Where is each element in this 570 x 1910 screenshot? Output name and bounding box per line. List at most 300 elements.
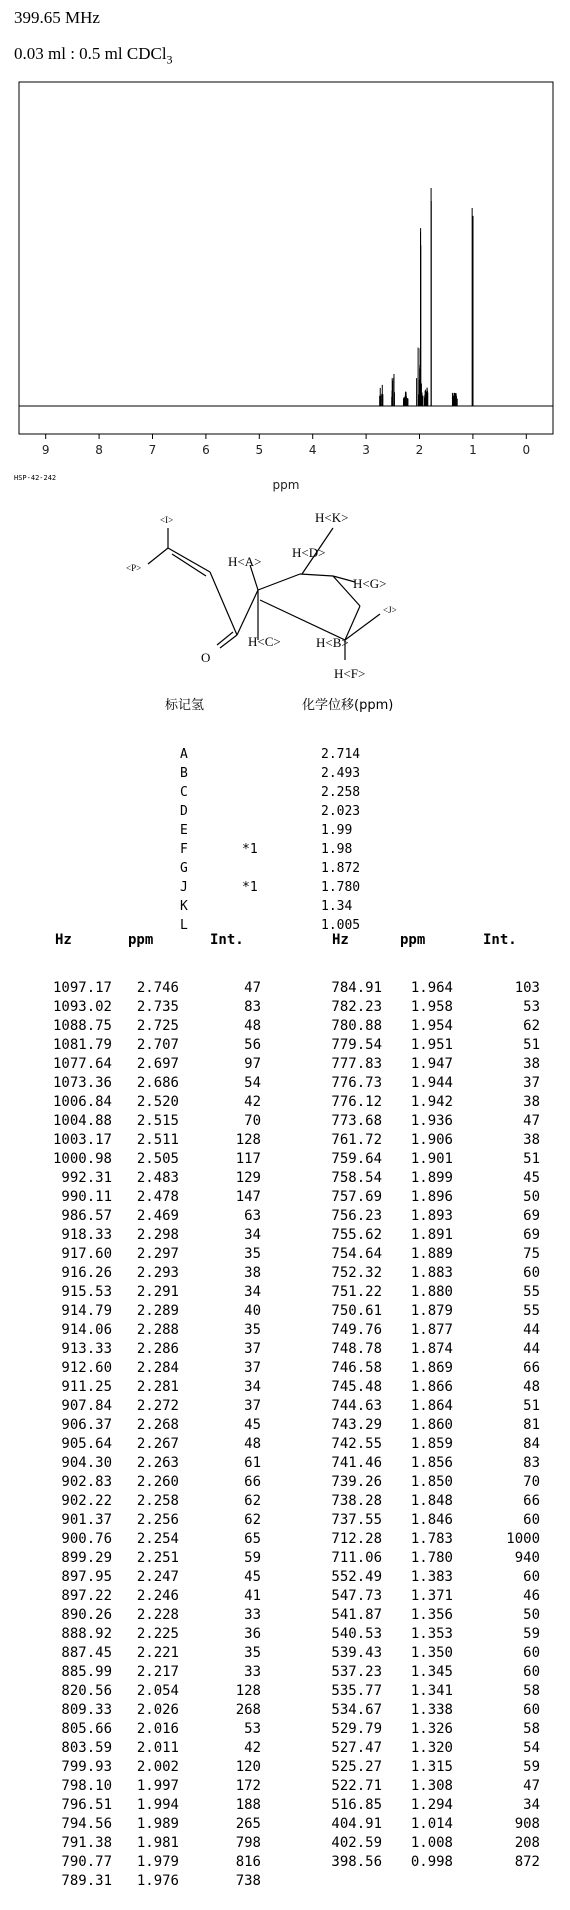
molecule-structure xyxy=(0,490,570,690)
peak-ppm: 2.483 xyxy=(136,1170,179,1186)
peak-hz: 1088.75 xyxy=(52,1018,112,1034)
peak-int: 55 xyxy=(523,1303,540,1319)
shift-row xyxy=(180,878,480,897)
x-axis-label: ppm xyxy=(272,478,300,492)
peak-row-right xyxy=(0,1663,570,1682)
peak-int: 37 xyxy=(523,1075,540,1091)
peak-int: 268 xyxy=(235,1702,261,1718)
peak-ppm: 2.469 xyxy=(136,1208,179,1224)
peak-ppm: 2.228 xyxy=(136,1607,179,1623)
peak-row-right xyxy=(0,1530,570,1549)
sample-subscript: 3 xyxy=(166,52,173,67)
peak-int: 147 xyxy=(235,1189,261,1205)
peak-ppm: 1.997 xyxy=(136,1778,179,1794)
peak-hz: 902.22 xyxy=(61,1493,112,1509)
shift-label: G xyxy=(180,861,188,876)
peak-ppm: 2.520 xyxy=(136,1094,179,1110)
peak-int: 69 xyxy=(523,1208,540,1224)
peak-hz: 888.92 xyxy=(61,1626,112,1642)
shift-shift: 2.258 xyxy=(321,785,361,800)
peak-hz: 915.53 xyxy=(61,1284,112,1300)
peak-row-right xyxy=(0,1359,570,1378)
peak-ppm: 1.008 xyxy=(410,1835,453,1851)
peak-int: 33 xyxy=(244,1664,261,1680)
peak-ppm: 1.859 xyxy=(410,1436,453,1452)
peak-int: 34 xyxy=(244,1379,261,1395)
peak-row-right xyxy=(0,1853,570,1872)
peak-ppm: 2.284 xyxy=(136,1360,179,1376)
peak-hz: 757.69 xyxy=(331,1189,382,1205)
peak-int: 35 xyxy=(244,1246,261,1262)
shift-row xyxy=(180,745,480,764)
peak-hz: 914.06 xyxy=(61,1322,112,1338)
peak-ppm: 1.896 xyxy=(410,1189,453,1205)
peak-ppm: 1.350 xyxy=(410,1645,453,1661)
peak-hz: 803.59 xyxy=(61,1740,112,1756)
peak-row-right xyxy=(0,1302,570,1321)
peak-int: 50 xyxy=(523,1189,540,1205)
shift-row xyxy=(180,802,480,821)
left-ppm-header: ppm xyxy=(128,932,154,948)
peak-int: 55 xyxy=(523,1284,540,1300)
x-tick-label-7: 7 xyxy=(148,443,157,457)
peak-ppm: 1.976 xyxy=(136,1873,179,1889)
peak-int: 1000 xyxy=(506,1531,540,1547)
right-int-header: Int. xyxy=(483,932,517,948)
peak-ppm: 2.298 xyxy=(136,1227,179,1243)
peak-row-right xyxy=(0,1473,570,1492)
left-int-header: Int. xyxy=(210,932,244,948)
peak-int: 60 xyxy=(523,1512,540,1528)
peak-hz: 541.87 xyxy=(331,1607,382,1623)
peak-hz: 913.33 xyxy=(61,1341,112,1357)
peak-hz: 534.67 xyxy=(331,1702,382,1718)
peak-int: 60 xyxy=(523,1265,540,1281)
peak-ppm: 1.947 xyxy=(410,1056,453,1072)
peak-hz: 535.77 xyxy=(331,1683,382,1699)
peak-row-right xyxy=(0,1055,570,1074)
peak-hz: 776.73 xyxy=(331,1075,382,1091)
shift-shift: 1.99 xyxy=(321,823,353,838)
peak-ppm: 1.315 xyxy=(410,1759,453,1775)
x-tick-label-1: 1 xyxy=(469,443,477,457)
peak-int: 53 xyxy=(523,999,540,1015)
peak-ppm: 1.780 xyxy=(410,1550,453,1566)
shift-row xyxy=(180,840,480,859)
shift-label: C xyxy=(180,785,188,800)
peak-ppm: 1.864 xyxy=(410,1398,453,1414)
peak-int: 172 xyxy=(235,1778,261,1794)
peak-row-right xyxy=(0,1492,570,1511)
peak-hz: 784.91 xyxy=(331,980,382,996)
peak-ppm: 1.356 xyxy=(410,1607,453,1623)
peak-ppm: 1.341 xyxy=(410,1683,453,1699)
peak-row-right xyxy=(0,1378,570,1397)
right-ppm-header: ppm xyxy=(400,932,426,948)
peak-hz: 897.95 xyxy=(61,1569,112,1585)
shift-label: L xyxy=(180,918,188,933)
peak-int: 128 xyxy=(235,1683,261,1699)
shift-row xyxy=(180,764,480,783)
peak-row-right xyxy=(0,1416,570,1435)
peak-ppm: 2.011 xyxy=(136,1740,179,1756)
peak-ppm: 2.002 xyxy=(136,1759,179,1775)
peak-row-right xyxy=(0,1834,570,1853)
peak-ppm: 1.877 xyxy=(410,1322,453,1338)
peak-ppm: 1.371 xyxy=(410,1588,453,1604)
peak-int: 51 xyxy=(523,1151,540,1167)
x-tick-label-0: 0 xyxy=(522,443,531,457)
peak-ppm: 1.353 xyxy=(410,1626,453,1642)
peak-row-right xyxy=(0,1606,570,1625)
peak-hz: 1004.88 xyxy=(52,1113,112,1129)
sample-code: HSP-42-242 xyxy=(14,474,57,482)
peak-row-right xyxy=(0,1150,570,1169)
structure-labels xyxy=(126,510,397,681)
shift-shift: 1.005 xyxy=(321,918,361,933)
peak-int: 42 xyxy=(244,1740,261,1756)
peak-row-right xyxy=(0,1093,570,1112)
shift-label: E xyxy=(180,823,188,838)
peak-int: 798 xyxy=(235,1835,261,1851)
peak-ppm: 2.272 xyxy=(136,1398,179,1414)
peak-int: 103 xyxy=(514,980,540,996)
peak-int: 59 xyxy=(244,1550,261,1566)
peak-hz: 741.46 xyxy=(331,1455,382,1471)
peak-hz: 745.48 xyxy=(331,1379,382,1395)
peak-hz: 916.26 xyxy=(61,1265,112,1281)
shift-shift: 2.714 xyxy=(321,747,361,762)
peak-hz: 748.78 xyxy=(331,1341,382,1357)
peak-ppm: 2.221 xyxy=(136,1645,179,1661)
x-tick-label-9: 9 xyxy=(41,443,50,457)
peak-row-right xyxy=(0,1644,570,1663)
peak-ppm: 2.258 xyxy=(136,1493,179,1509)
peak-hz: 798.10 xyxy=(61,1778,112,1794)
peak-ppm: 1.994 xyxy=(136,1797,179,1813)
peak-int: 45 xyxy=(523,1170,540,1186)
label-h-c: H<C> xyxy=(248,634,281,649)
peak-ppm: 2.225 xyxy=(136,1626,179,1642)
peak-hz: 776.12 xyxy=(331,1094,382,1110)
peak-int: 816 xyxy=(235,1854,261,1870)
peak-row-right xyxy=(0,1226,570,1245)
peak-ppm: 1.989 xyxy=(136,1816,179,1832)
peak-hz: 539.43 xyxy=(331,1645,382,1661)
peak-int: 48 xyxy=(244,1018,261,1034)
peak-int: 83 xyxy=(244,999,261,1015)
peak-row-right xyxy=(0,1454,570,1473)
peak-hz: 738.28 xyxy=(331,1493,382,1509)
peak-int: 69 xyxy=(523,1227,540,1243)
peak-ppm: 2.256 xyxy=(136,1512,179,1528)
peak-ppm: 1.345 xyxy=(410,1664,453,1680)
peak-int: 48 xyxy=(244,1436,261,1452)
peak-hz: 799.93 xyxy=(61,1759,112,1775)
peak-int: 60 xyxy=(523,1664,540,1680)
peak-int: 38 xyxy=(523,1132,540,1148)
peak-ppm: 1.981 xyxy=(136,1835,179,1851)
peak-int: 70 xyxy=(523,1474,540,1490)
peak-ppm: 2.297 xyxy=(136,1246,179,1262)
peak-hz: 540.53 xyxy=(331,1626,382,1642)
shift-note: *1 xyxy=(242,842,258,857)
nmr-spectrum-chart xyxy=(0,80,570,492)
sample-text: 0.03 ml : 0.5 ml CDCl xyxy=(14,44,167,63)
peak-hz: 990.11 xyxy=(61,1189,112,1205)
peak-ppm: 1.954 xyxy=(410,1018,453,1034)
peak-int: 47 xyxy=(523,1778,540,1794)
peak-hz: 525.27 xyxy=(331,1759,382,1775)
peak-ppm: 1.383 xyxy=(410,1569,453,1585)
x-tick-label-4: 4 xyxy=(308,443,317,457)
peak-int: 45 xyxy=(244,1417,261,1433)
peak-row-right xyxy=(0,1036,570,1055)
peak-int: 128 xyxy=(235,1132,261,1148)
peak-row-left xyxy=(0,1872,570,1891)
peak-ppm: 1.879 xyxy=(410,1303,453,1319)
peak-int: 35 xyxy=(244,1645,261,1661)
peak-int: 44 xyxy=(523,1322,540,1338)
peak-ppm: 1.320 xyxy=(410,1740,453,1756)
peak-hz: 529.79 xyxy=(331,1721,382,1737)
peak-int: 47 xyxy=(523,1113,540,1129)
peak-hz: 885.99 xyxy=(61,1664,112,1680)
peak-ppm: 1.846 xyxy=(410,1512,453,1528)
label-column-header: 标记氢 xyxy=(165,698,205,713)
shift-label: F xyxy=(180,842,188,857)
peak-row-right xyxy=(0,1397,570,1416)
peak-hz: 780.88 xyxy=(331,1018,382,1034)
peak-hz: 790.77 xyxy=(61,1854,112,1870)
peak-ppm: 1.893 xyxy=(410,1208,453,1224)
peak-hz: 899.29 xyxy=(61,1550,112,1566)
peak-int: 58 xyxy=(523,1721,540,1737)
peak-ppm: 2.268 xyxy=(136,1417,179,1433)
peak-row-right xyxy=(0,1074,570,1093)
peak-int: 51 xyxy=(523,1398,540,1414)
shift-label: B xyxy=(180,766,188,781)
peak-int: 81 xyxy=(523,1417,540,1433)
peak-hz: 750.61 xyxy=(331,1303,382,1319)
shift-label: D xyxy=(180,804,188,819)
peak-ppm: 2.247 xyxy=(136,1569,179,1585)
peak-hz: 912.60 xyxy=(61,1360,112,1376)
peak-int: 58 xyxy=(523,1683,540,1699)
spectrometer-frequency: 399.65 MHz xyxy=(14,8,100,27)
peak-ppm: 2.515 xyxy=(136,1113,179,1129)
peak-hz: 737.55 xyxy=(331,1512,382,1528)
peak-ppm: 2.217 xyxy=(136,1664,179,1680)
peak-hz: 744.63 xyxy=(331,1398,382,1414)
sample-description xyxy=(14,44,173,67)
peak-int: 54 xyxy=(523,1740,540,1756)
label-j: <J> xyxy=(383,605,397,615)
peak-row-right xyxy=(0,1207,570,1226)
peak-int: 38 xyxy=(523,1056,540,1072)
peak-int: 940 xyxy=(514,1550,540,1566)
peak-row-right xyxy=(0,1739,570,1758)
peak-int: 97 xyxy=(244,1056,261,1072)
peak-ppm: 1.889 xyxy=(410,1246,453,1262)
peak-hz: 897.22 xyxy=(61,1588,112,1604)
peak-hz: 1006.84 xyxy=(52,1094,112,1110)
peak-row-right xyxy=(0,1511,570,1530)
peak-int: 37 xyxy=(244,1398,261,1414)
peak-hz: 1003.17 xyxy=(52,1132,112,1148)
peak-int: 36 xyxy=(244,1626,261,1642)
peak-int: 60 xyxy=(523,1569,540,1585)
peak-int: 60 xyxy=(523,1702,540,1718)
peak-row-right xyxy=(0,1549,570,1568)
label-h-b: H<B> xyxy=(316,635,349,650)
peak-int: 37 xyxy=(244,1360,261,1376)
peak-ppm: 2.267 xyxy=(136,1436,179,1452)
left-hz-header: Hz xyxy=(55,932,72,948)
peak-int: 44 xyxy=(523,1341,540,1357)
peak-ppm: 1.880 xyxy=(410,1284,453,1300)
peak-int: 62 xyxy=(244,1493,261,1509)
shift-label: A xyxy=(180,747,188,762)
peak-ppm: 2.478 xyxy=(136,1189,179,1205)
peak-row-right xyxy=(0,1701,570,1720)
peak-ppm: 1.338 xyxy=(410,1702,453,1718)
peak-hz: 796.51 xyxy=(61,1797,112,1813)
peak-ppm: 2.291 xyxy=(136,1284,179,1300)
peak-int: 84 xyxy=(523,1436,540,1452)
peak-int: 62 xyxy=(244,1512,261,1528)
peak-row-right xyxy=(0,1758,570,1777)
peak-ppm: 1.860 xyxy=(410,1417,453,1433)
peak-hz: 900.76 xyxy=(61,1531,112,1547)
shift-row xyxy=(180,897,480,916)
peak-ppm: 1.899 xyxy=(410,1170,453,1186)
peak-row-right xyxy=(0,1682,570,1701)
peak-ppm: 1.944 xyxy=(410,1075,453,1091)
peak-hz: 779.54 xyxy=(331,1037,382,1053)
peak-ppm: 2.735 xyxy=(136,999,179,1015)
shift-label: J xyxy=(180,880,188,895)
peak-int: 908 xyxy=(514,1816,540,1832)
peak-ppm: 2.263 xyxy=(136,1455,179,1471)
peak-hz: 1073.36 xyxy=(52,1075,112,1091)
label-h-a: H<A> xyxy=(228,554,262,569)
peak-int: 63 xyxy=(244,1208,261,1224)
peak-hz: 1077.64 xyxy=(52,1056,112,1072)
peak-row-right xyxy=(0,1435,570,1454)
peak-hz: 752.32 xyxy=(331,1265,382,1281)
peak-hz: 552.49 xyxy=(331,1569,382,1585)
peak-int: 34 xyxy=(244,1227,261,1243)
peak-int: 59 xyxy=(523,1759,540,1775)
peak-ppm: 2.725 xyxy=(136,1018,179,1034)
peak-hz: 905.64 xyxy=(61,1436,112,1452)
peak-row-right xyxy=(0,979,570,998)
shift-note: *1 xyxy=(242,880,258,895)
peak-ppm: 1.326 xyxy=(410,1721,453,1737)
peak-hz: 918.33 xyxy=(61,1227,112,1243)
peak-ppm: 1.308 xyxy=(410,1778,453,1794)
label-h-k: H<K> xyxy=(315,510,349,525)
label-h-g: H<G> xyxy=(353,576,387,591)
peak-hz: 1097.17 xyxy=(52,980,112,996)
peak-int: 35 xyxy=(244,1322,261,1338)
peak-hz: 755.62 xyxy=(331,1227,382,1243)
peak-int: 117 xyxy=(235,1151,261,1167)
peak-int: 38 xyxy=(523,1094,540,1110)
peak-hz: 907.84 xyxy=(61,1398,112,1414)
peak-int: 41 xyxy=(244,1588,261,1604)
x-axis xyxy=(42,434,530,457)
peak-hz: 756.23 xyxy=(331,1208,382,1224)
peak-ppm: 2.707 xyxy=(136,1037,179,1053)
peak-int: 42 xyxy=(244,1094,261,1110)
peak-ppm: 2.016 xyxy=(136,1721,179,1737)
peak-hz: 791.38 xyxy=(61,1835,112,1851)
peak-int: 46 xyxy=(523,1588,540,1604)
peak-ppm: 2.289 xyxy=(136,1303,179,1319)
peak-row-right xyxy=(0,1796,570,1815)
shift-row xyxy=(180,783,480,802)
peak-hz: 914.79 xyxy=(61,1303,112,1319)
peak-hz: 904.30 xyxy=(61,1455,112,1471)
peak-int: 66 xyxy=(244,1474,261,1490)
peak-ppm: 0.998 xyxy=(410,1854,453,1870)
peak-ppm: 2.260 xyxy=(136,1474,179,1490)
peak-ppm: 2.686 xyxy=(136,1075,179,1091)
peak-hz: 809.33 xyxy=(61,1702,112,1718)
x-tick-label-2: 2 xyxy=(415,443,424,457)
peak-int: 34 xyxy=(523,1797,540,1813)
peak-hz: 712.28 xyxy=(331,1531,382,1547)
peak-row-right xyxy=(0,1587,570,1606)
peak-hz: 773.68 xyxy=(331,1113,382,1129)
peak-int: 59 xyxy=(523,1626,540,1642)
peak-hz: 537.23 xyxy=(331,1664,382,1680)
peak-ppm: 1.014 xyxy=(410,1816,453,1832)
shift-shift: 2.493 xyxy=(321,766,361,781)
peak-ppm: 2.293 xyxy=(136,1265,179,1281)
peak-ppm: 2.286 xyxy=(136,1341,179,1357)
peak-ppm: 1.883 xyxy=(410,1265,453,1281)
shift-row xyxy=(180,859,480,878)
peak-row-right xyxy=(0,1815,570,1834)
peak-ppm: 2.697 xyxy=(136,1056,179,1072)
peak-hz: 890.26 xyxy=(61,1607,112,1623)
peak-hz: 746.58 xyxy=(331,1360,382,1376)
peak-int: 34 xyxy=(244,1284,261,1300)
peak-hz: 917.60 xyxy=(61,1246,112,1262)
peak-hz: 758.54 xyxy=(331,1170,382,1186)
x-tick-label-8: 8 xyxy=(95,443,103,457)
peak-ppm: 1.850 xyxy=(410,1474,453,1490)
peak-ppm: 2.246 xyxy=(136,1588,179,1604)
label-oxygen: O xyxy=(201,650,211,665)
peak-ppm: 1.942 xyxy=(410,1094,453,1110)
peak-hz: 901.37 xyxy=(61,1512,112,1528)
peak-hz: 777.83 xyxy=(331,1056,382,1072)
peak-int: 40 xyxy=(244,1303,261,1319)
peak-int: 50 xyxy=(523,1607,540,1623)
peak-ppm: 1.901 xyxy=(410,1151,453,1167)
peak-int: 66 xyxy=(523,1493,540,1509)
peak-ppm: 2.281 xyxy=(136,1379,179,1395)
peak-ppm: 1.951 xyxy=(410,1037,453,1053)
peak-int: 60 xyxy=(523,1645,540,1661)
peak-ppm: 2.288 xyxy=(136,1322,179,1338)
peak-hz: 902.83 xyxy=(61,1474,112,1490)
peak-ppm: 1.294 xyxy=(410,1797,453,1813)
